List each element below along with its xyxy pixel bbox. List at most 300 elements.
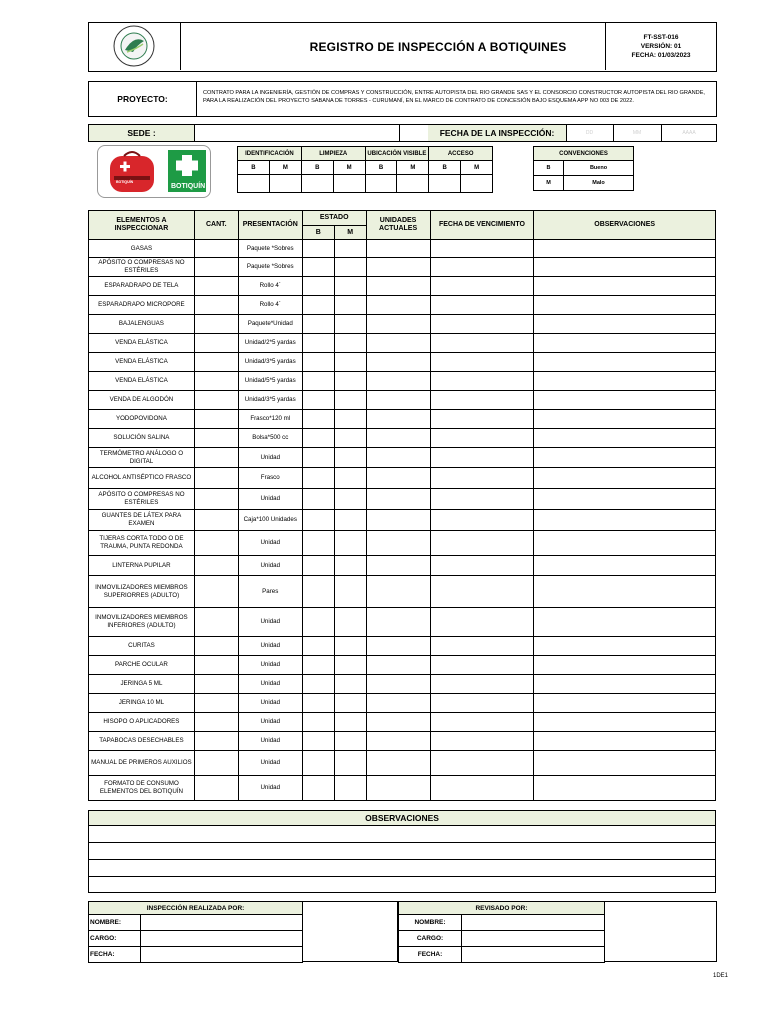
quantity-cell[interactable] — [194, 776, 238, 801]
presentation: Bolsa*500 cc — [238, 429, 302, 448]
expiry-date-cell[interactable] — [430, 334, 534, 353]
estado-b-cell[interactable] — [302, 656, 334, 675]
observation-cell[interactable] — [534, 296, 716, 315]
estado-m-cell[interactable] — [334, 694, 366, 713]
estado-m-cell[interactable] — [334, 608, 366, 637]
criteria-limpieza: LIMPIEZA — [301, 147, 365, 161]
table-row — [89, 315, 716, 334]
table-row — [89, 637, 716, 656]
quantity-cell[interactable] — [194, 675, 238, 694]
quantity-cell[interactable] — [194, 448, 238, 468]
current-units-cell[interactable] — [366, 489, 430, 510]
quantity-cell[interactable] — [194, 751, 238, 776]
quantity-cell[interactable] — [194, 531, 238, 556]
reviewer-date-field[interactable] — [462, 947, 605, 963]
estado-m-cell[interactable] — [334, 391, 366, 410]
item-name: INMOVILIZADORES MIEMBROS INFERIORES (ADULTO) — [89, 608, 195, 637]
criteria-cell[interactable] — [429, 175, 461, 193]
observation-cell[interactable] — [534, 675, 716, 694]
criteria-sub-b: B — [365, 161, 397, 175]
criteria-acceso: ACCESO — [429, 147, 493, 161]
observations-table — [88, 810, 716, 893]
criteria-cell[interactable] — [365, 175, 397, 193]
quantity-cell[interactable] — [194, 353, 238, 372]
observation-cell[interactable] — [534, 489, 716, 510]
expiry-date-cell[interactable] — [430, 353, 534, 372]
name-label: NOMBRE: — [399, 915, 462, 931]
current-units-cell[interactable] — [366, 732, 430, 751]
current-units-cell[interactable] — [366, 751, 430, 776]
criteria-table — [237, 146, 493, 193]
sede-extra-cell[interactable] — [399, 125, 429, 141]
current-units-cell[interactable] — [366, 315, 430, 334]
observation-line[interactable] — [89, 860, 716, 877]
document-version: VERSIÓN: 01 — [640, 43, 682, 50]
current-units-cell[interactable] — [366, 258, 430, 277]
presentation: Rollo 4´ — [238, 277, 302, 296]
estado-b-cell[interactable] — [302, 448, 334, 468]
criteria-sub-b: B — [429, 161, 461, 175]
observation-cell[interactable] — [534, 429, 716, 448]
current-units-cell[interactable] — [366, 296, 430, 315]
criteria-identificacion: IDENTIFICACIÓN — [238, 147, 302, 161]
estado-m-cell[interactable] — [334, 751, 366, 776]
current-units-cell[interactable] — [366, 556, 430, 576]
quantity-cell[interactable] — [194, 429, 238, 448]
page-title: REGISTRO DE INSPECCIÓN A BOTIQUINES — [309, 39, 567, 54]
estado-m-cell[interactable] — [334, 556, 366, 576]
presentation: Paquete *Sobres — [238, 258, 302, 277]
current-units-cell[interactable] — [366, 510, 430, 531]
col-expiry: FECHA DE VENCIMIENTO — [430, 211, 534, 240]
criteria-cell[interactable] — [301, 175, 333, 193]
current-units-cell[interactable] — [366, 277, 430, 296]
current-units-cell[interactable] — [366, 448, 430, 468]
estado-m-cell[interactable] — [334, 410, 366, 429]
criteria-cell[interactable] — [333, 175, 365, 193]
observation-cell[interactable] — [534, 656, 716, 675]
estado-b-cell[interactable] — [302, 353, 334, 372]
expiry-date-cell[interactable] — [430, 637, 534, 656]
document-code-box — [605, 23, 716, 70]
quantity-cell[interactable] — [194, 694, 238, 713]
item-name: SOLUCIÓN SALINA — [89, 429, 195, 448]
inspected-by-title: INSPECCIÓN REALIZADA POR: — [89, 902, 303, 915]
presentation: Pares — [238, 576, 302, 608]
item-name: TIJERAS CORTA TODO O DE TRAUMA, PUNTA REDONDA — [89, 531, 195, 556]
inspector-name-field[interactable] — [141, 915, 303, 931]
item-name: JERINGA 5 ML — [89, 675, 195, 694]
conventions-table — [533, 146, 634, 191]
expiry-date-cell[interactable] — [430, 694, 534, 713]
item-name: VENDA ELÁSTICA — [89, 372, 195, 391]
convention-code: B — [534, 161, 564, 176]
estado-m-cell[interactable] — [334, 240, 366, 258]
estado-b-cell[interactable] — [302, 468, 334, 489]
role-label: CARGO: — [89, 931, 141, 947]
item-name: PARCHE OCULAR — [89, 656, 195, 675]
presentation: Frasco*120 ml — [238, 410, 302, 429]
quantity-cell[interactable] — [194, 391, 238, 410]
col-estado-m: M — [334, 226, 366, 240]
convention-label: Bueno — [564, 161, 634, 176]
observation-cell[interactable] — [534, 510, 716, 531]
expiry-date-cell[interactable] — [430, 296, 534, 315]
current-units-cell[interactable] — [366, 353, 430, 372]
table-row — [89, 489, 716, 510]
estado-b-cell[interactable] — [302, 776, 334, 801]
estado-b-cell[interactable] — [302, 372, 334, 391]
observation-cell[interactable] — [534, 240, 716, 258]
observation-cell[interactable] — [534, 776, 716, 801]
conventions-title: CONVENCIONES — [534, 147, 634, 161]
estado-m-cell[interactable] — [334, 448, 366, 468]
estado-m-cell[interactable] — [334, 675, 366, 694]
table-row — [89, 258, 716, 277]
project-label: PROYECTO: — [89, 82, 197, 116]
expiry-date-cell[interactable] — [430, 372, 534, 391]
criteria-sub-m: M — [269, 161, 301, 175]
observation-cell[interactable] — [534, 448, 716, 468]
observation-cell[interactable] — [534, 694, 716, 713]
observation-cell[interactable] — [534, 334, 716, 353]
estado-m-cell[interactable] — [334, 353, 366, 372]
estado-b-cell[interactable] — [302, 531, 334, 556]
table-row — [89, 751, 716, 776]
criteria-cell[interactable] — [397, 175, 429, 193]
expiry-date-cell[interactable] — [430, 732, 534, 751]
table-row — [89, 576, 716, 608]
criteria-cell[interactable] — [461, 175, 493, 193]
current-units-cell[interactable] — [366, 656, 430, 675]
table-row — [89, 675, 716, 694]
inspector-date-field[interactable] — [141, 947, 303, 963]
observation-cell[interactable] — [534, 751, 716, 776]
expiry-date-cell[interactable] — [430, 410, 534, 429]
convention-code: M — [534, 176, 564, 191]
criteria-sub-m: M — [333, 161, 365, 175]
quantity-cell[interactable] — [194, 510, 238, 531]
expiry-date-cell[interactable] — [430, 391, 534, 410]
form-header — [88, 22, 717, 72]
document-date: FECHA: 01/03/2023 — [631, 52, 691, 59]
expiry-date-cell[interactable] — [430, 576, 534, 608]
item-name: JERINGA 10 ML — [89, 694, 195, 713]
estado-b-cell[interactable] — [302, 391, 334, 410]
observation-cell[interactable] — [534, 277, 716, 296]
expiry-date-cell[interactable] — [430, 315, 534, 334]
estado-m-cell[interactable] — [334, 732, 366, 751]
estado-b-cell[interactable] — [302, 489, 334, 510]
expiry-date-cell[interactable] — [430, 258, 534, 277]
item-name: HISOPO O APLICADORES — [89, 713, 195, 732]
presentation: Paquete*Unidad — [238, 315, 302, 334]
quantity-cell[interactable] — [194, 277, 238, 296]
expiry-date-cell[interactable] — [430, 675, 534, 694]
presentation: Unidad — [238, 694, 302, 713]
quantity-cell[interactable] — [194, 556, 238, 576]
estado-m-cell[interactable] — [334, 510, 366, 531]
presentation: Unidad — [238, 776, 302, 801]
sede-input[interactable] — [194, 125, 400, 141]
observation-cell[interactable] — [534, 353, 716, 372]
expiry-date-cell[interactable] — [430, 776, 534, 801]
presentation: Unidad — [238, 751, 302, 776]
name-label: NOMBRE: — [89, 915, 141, 931]
col-cant: CANT. — [194, 211, 238, 240]
item-name: TERMÓMETRO ANÁLOGO O DIGITAL — [89, 448, 195, 468]
table-row — [89, 296, 716, 315]
table-row — [89, 334, 716, 353]
estado-m-cell[interactable] — [334, 468, 366, 489]
estado-b-cell[interactable] — [302, 694, 334, 713]
table-row — [89, 353, 716, 372]
current-units-cell[interactable] — [366, 694, 430, 713]
current-units-cell[interactable] — [366, 531, 430, 556]
logo-icon — [89, 23, 180, 70]
table-row — [89, 277, 716, 296]
observation-cell[interactable] — [534, 258, 716, 277]
presentation: Unidad — [238, 656, 302, 675]
observation-cell[interactable] — [534, 637, 716, 656]
document-code: FT-SST-016 — [643, 34, 679, 41]
sede-label: SEDE : — [89, 125, 195, 141]
current-units-cell[interactable] — [366, 334, 430, 353]
estado-b-cell[interactable] — [302, 410, 334, 429]
presentation: Unidad — [238, 556, 302, 576]
reviewer-signature-box[interactable] — [604, 901, 717, 962]
item-name: APÓSITO O COMPRESAS NO ESTÉRILES — [89, 258, 195, 277]
criteria-sub-b: B — [238, 161, 270, 175]
observation-line[interactable] — [89, 826, 716, 843]
table-row — [89, 468, 716, 489]
expiry-date-cell[interactable] — [430, 489, 534, 510]
item-name: BAJALENGUAS — [89, 315, 195, 334]
table-row — [89, 713, 716, 732]
estado-m-cell[interactable] — [334, 372, 366, 391]
estado-b-cell[interactable] — [302, 277, 334, 296]
expiry-date-cell[interactable] — [430, 468, 534, 489]
current-units-cell[interactable] — [366, 240, 430, 258]
estado-m-cell[interactable] — [334, 489, 366, 510]
quantity-cell[interactable] — [194, 334, 238, 353]
quantity-cell[interactable] — [194, 240, 238, 258]
expiry-date-cell[interactable] — [430, 656, 534, 675]
criteria-cell[interactable] — [238, 175, 270, 193]
quantity-cell[interactable] — [194, 410, 238, 429]
observation-cell[interactable] — [534, 410, 716, 429]
item-name: FORMATO DE CONSUMO ELEMENTOS DEL BOTIQUÍN — [89, 776, 195, 801]
estado-b-cell[interactable] — [302, 296, 334, 315]
estado-b-cell[interactable] — [302, 315, 334, 334]
date-label: FECHA: — [399, 947, 462, 963]
item-name: VENDA ELÁSTICA — [89, 353, 195, 372]
current-units-cell[interactable] — [366, 468, 430, 489]
estado-b-cell[interactable] — [302, 240, 334, 258]
estado-b-cell[interactable] — [302, 637, 334, 656]
current-units-cell[interactable] — [366, 576, 430, 608]
estado-m-cell[interactable] — [334, 713, 366, 732]
estado-b-cell[interactable] — [302, 556, 334, 576]
inspector-role-field[interactable] — [141, 931, 303, 947]
estado-m-cell[interactable] — [334, 576, 366, 608]
observation-cell[interactable] — [534, 713, 716, 732]
quantity-cell[interactable] — [194, 732, 238, 751]
quantity-cell[interactable] — [194, 713, 238, 732]
presentation: Unidad — [238, 637, 302, 656]
estado-m-cell[interactable] — [334, 429, 366, 448]
estado-b-cell[interactable] — [302, 732, 334, 751]
estado-b-cell[interactable] — [302, 510, 334, 531]
current-units-cell[interactable] — [366, 410, 430, 429]
date-month-field[interactable]: MM — [613, 125, 662, 141]
quantity-cell[interactable] — [194, 656, 238, 675]
estado-m-cell[interactable] — [334, 776, 366, 801]
quantity-cell[interactable] — [194, 372, 238, 391]
presentation: Unidad/2*5 yardas — [238, 334, 302, 353]
reviewer-role-field[interactable] — [462, 931, 605, 947]
quantity-cell[interactable] — [194, 258, 238, 277]
current-units-cell[interactable] — [366, 776, 430, 801]
quantity-cell[interactable] — [194, 468, 238, 489]
sign-text: BOTIQUÍN — [171, 183, 206, 190]
item-name: ESPARADRAPO DE TELA — [89, 277, 195, 296]
quantity-cell[interactable] — [194, 296, 238, 315]
expiry-date-cell[interactable] — [430, 448, 534, 468]
expiry-date-cell[interactable] — [430, 510, 534, 531]
col-units: UNIDADES ACTUALES — [366, 211, 430, 240]
item-name: LINTERNA PUPILAR — [89, 556, 195, 576]
estado-m-cell[interactable] — [334, 315, 366, 334]
criteria-sub-m: M — [461, 161, 493, 175]
project-section — [88, 81, 717, 117]
current-units-cell[interactable] — [366, 429, 430, 448]
criteria-cell[interactable] — [269, 175, 301, 193]
reviewer-name-field[interactable] — [462, 915, 605, 931]
col-estado: ESTADO — [302, 211, 366, 226]
estado-m-cell[interactable] — [334, 334, 366, 353]
observation-line[interactable] — [89, 843, 716, 860]
expiry-date-cell[interactable] — [430, 608, 534, 637]
item-name: VENDA DE ALGODÓN — [89, 391, 195, 410]
expiry-date-cell[interactable] — [430, 556, 534, 576]
expiry-date-cell[interactable] — [430, 531, 534, 556]
estado-m-cell[interactable] — [334, 296, 366, 315]
table-row — [89, 240, 716, 258]
estado-m-cell[interactable] — [334, 258, 366, 277]
expiry-date-cell[interactable] — [430, 751, 534, 776]
quantity-cell[interactable] — [194, 576, 238, 608]
estado-b-cell[interactable] — [302, 713, 334, 732]
table-row — [89, 429, 716, 448]
expiry-date-cell[interactable] — [430, 240, 534, 258]
observation-cell[interactable] — [534, 391, 716, 410]
item-name: INMOVILIZADORES MIEMBROS SUPERIORRES (ADULTO) — [89, 576, 195, 608]
estado-m-cell[interactable] — [334, 531, 366, 556]
inspection-date-label: FECHA DE LA INSPECCIÓN: — [428, 125, 567, 141]
observation-cell[interactable] — [534, 315, 716, 334]
table-row — [89, 608, 716, 637]
quantity-cell[interactable] — [194, 315, 238, 334]
expiry-date-cell[interactable] — [430, 713, 534, 732]
presentation: Unidad/3*5 yardas — [238, 353, 302, 372]
presentation: Unidad — [238, 489, 302, 510]
presentation: Unidad — [238, 448, 302, 468]
current-units-cell[interactable] — [366, 608, 430, 637]
table-row — [89, 556, 716, 576]
estado-b-cell[interactable] — [302, 258, 334, 277]
table-row — [89, 732, 716, 751]
current-units-cell[interactable] — [366, 391, 430, 410]
item-name: GUANTES DE LÁTEX PARA EXAMEN — [89, 510, 195, 531]
item-name: GASAS — [89, 240, 195, 258]
table-row — [89, 410, 716, 429]
observation-cell[interactable] — [534, 576, 716, 608]
observation-cell[interactable] — [534, 372, 716, 391]
table-row — [89, 391, 716, 410]
page-number: 1DE1 — [713, 973, 729, 979]
quantity-cell[interactable] — [194, 637, 238, 656]
quantity-cell[interactable] — [194, 489, 238, 510]
col-presentation: PRESENTACIÓN — [238, 211, 302, 240]
expiry-date-cell[interactable] — [430, 277, 534, 296]
observation-cell[interactable] — [534, 732, 716, 751]
date-label: FECHA: — [89, 947, 141, 963]
col-observations: OBSERVACIONES — [534, 211, 716, 240]
project-text: CONTRATO PARA LA INGENIERÍA, GESTIÓN DE COMPRAS Y CONSTRUCCIÓN, ENTRE AUTOPISTA DEL RIO GRANDE SAS Y EL CONSORCIO CONSTRUCTOR AUTOPISTA DEL RIO GRANDE, PARA LA REALIZACIÓN DEL PROYECTO SABANA DE TORRES - CURUMANÍ, EN EL MARCO DE CONTRATO DE CONCESIÓN BAJO ESQUEMA APP NO 003 DE 2022. — [203, 90, 705, 104]
estado-b-cell[interactable] — [302, 675, 334, 694]
item-name: APÓSITO O COMPRESAS NO ESTÉRILES — [89, 489, 195, 510]
observation-cell[interactable] — [534, 468, 716, 489]
kit-illustration — [97, 145, 211, 198]
expiry-date-cell[interactable] — [430, 429, 534, 448]
quantity-cell[interactable] — [194, 608, 238, 637]
role-label: CARGO: — [399, 931, 462, 947]
observation-cell[interactable] — [534, 556, 716, 576]
current-units-cell[interactable] — [366, 713, 430, 732]
presentation: Unidad — [238, 675, 302, 694]
estado-m-cell[interactable] — [334, 637, 366, 656]
observation-cell[interactable] — [534, 608, 716, 637]
estado-b-cell[interactable] — [302, 334, 334, 353]
item-name: VENDA ELÁSTICA — [89, 334, 195, 353]
observation-line[interactable] — [89, 877, 716, 893]
estado-m-cell[interactable] — [334, 277, 366, 296]
estado-b-cell[interactable] — [302, 751, 334, 776]
table-row — [89, 510, 716, 531]
date-year-field[interactable]: AAAA — [682, 130, 696, 136]
date-day-field[interactable]: DD — [566, 125, 614, 141]
inspection-rows — [89, 240, 716, 801]
estado-m-cell[interactable] — [334, 656, 366, 675]
observation-cell[interactable] — [534, 531, 716, 556]
item-name: TAPABOCAS DESECHABLES — [89, 732, 195, 751]
current-units-cell[interactable] — [366, 637, 430, 656]
criteria-ubicacion: UBICACIÓN VISIBLE — [365, 147, 429, 161]
current-units-cell[interactable] — [366, 675, 430, 694]
inspector-signature-box[interactable] — [302, 901, 398, 962]
presentation: Unidad — [238, 713, 302, 732]
table-row — [89, 694, 716, 713]
first-aid-bag-icon — [110, 152, 154, 192]
criteria-sub-m: M — [397, 161, 429, 175]
estado-b-cell[interactable] — [302, 608, 334, 637]
estado-b-cell[interactable] — [302, 429, 334, 448]
inspection-table — [88, 210, 716, 801]
estado-b-cell[interactable] — [302, 576, 334, 608]
item-name: MANUAL DE PRIMEROS AUXILIOS — [89, 751, 195, 776]
current-units-cell[interactable] — [366, 372, 430, 391]
